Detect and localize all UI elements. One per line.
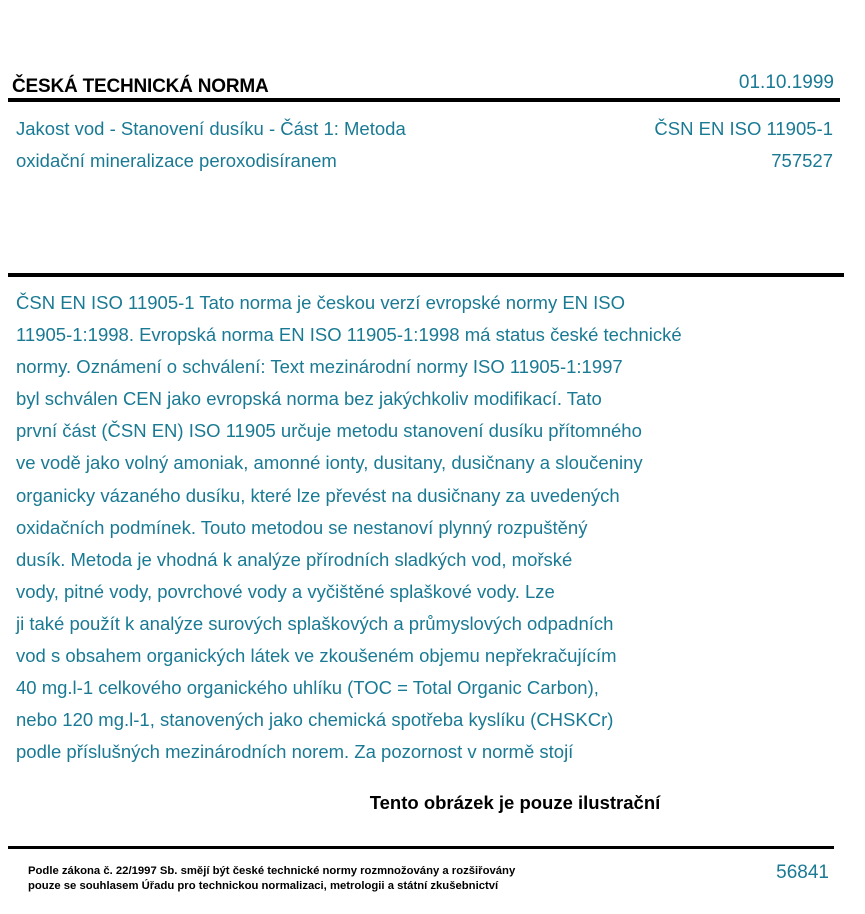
abstract-line: normy. Oznámení o schválení: Text mezinárodní normy ISO 11905-1:1997	[16, 356, 623, 378]
catalog-number: 757527	[771, 150, 833, 171]
document-title-line-2: oxidační mineralizace peroxodisíranem	[16, 150, 337, 171]
abstract-line: vody, pitné vody, povrchové vody a vyčištěné splaškové vody. Lze	[16, 580, 555, 602]
standard-type-heading: ČESKÁ TECHNICKÁ NORMA	[12, 76, 269, 97]
abstract-line: ČSN EN ISO 11905-1 Tato norma je českou verzí evropské normy EN ISO	[16, 292, 626, 313]
abstract-line: 11905-1:1998. Evropská norma EN ISO 11905-1:1998 má status české technické	[16, 324, 682, 346]
document-number: 56841	[776, 862, 829, 883]
legal-notice-line-2: pouze se souhlasem Úřadu pro technickou normalizaci, metrologii a státní zkušebnictví	[28, 880, 499, 892]
abstract-line: nebo 120 mg.l-1, stanovených jako chemická spotřeba kyslíku (CHSKCr)	[16, 709, 614, 731]
publication-date: 01.10.1999	[738, 72, 834, 93]
standard-code: ČSN EN ISO 11905-1	[654, 118, 833, 139]
abstract-line: vod s obsahem organických látek ve zkoušeném objemu nepřekračujícím	[16, 645, 617, 667]
legal-notice-line-1: Podle zákona č. 22/1997 Sb. smějí být české technické normy rozmnožovány a rozšiřovány	[28, 865, 516, 877]
abstract-line: organicky vázaného dusíku, které lze převést na dusičnany za uvedených	[16, 484, 620, 506]
abstract-line: první část (ČSN EN) ISO 11905 určuje metodu stanovení dusíku přítomného	[16, 420, 642, 442]
body-divider	[8, 273, 844, 277]
abstract-text	[16, 287, 816, 768]
footer-divider	[8, 846, 834, 849]
abstract-line: oxidačních podmínek. Touto metodou se nestanoví plynný rozpuštěný	[16, 516, 588, 538]
abstract-line: ve vodě jako volný amoniak, amonné ionty, dusitany, dusičnany a sloučeniny	[16, 452, 643, 474]
legal-notice	[28, 864, 515, 894]
abstract-line: byl schválen CEN jako evropská norma bez jakýchkoliv modifikací. Tato	[16, 388, 602, 410]
abstract-line: podle příslušných mezinárodních norem. Za pozornost v normě stojí	[16, 741, 574, 763]
header-divider	[8, 98, 840, 102]
illustration-note: Tento obrázek je pouze ilustrační	[369, 792, 661, 813]
abstract-line: 40 mg.l-1 celkového organického uhlíku (TOC = Total Organic Carbon),	[16, 677, 599, 699]
abstract-line: ji také použít k analýze surových splaškových a průmyslových odpadních	[16, 612, 614, 634]
abstract-line: dusík. Metoda je vhodná k analýze přírodních sladkých vod, mořské	[16, 548, 573, 570]
document-title-line-1: Jakost vod - Stanovení dusíku - Část 1: Metoda	[16, 118, 406, 139]
